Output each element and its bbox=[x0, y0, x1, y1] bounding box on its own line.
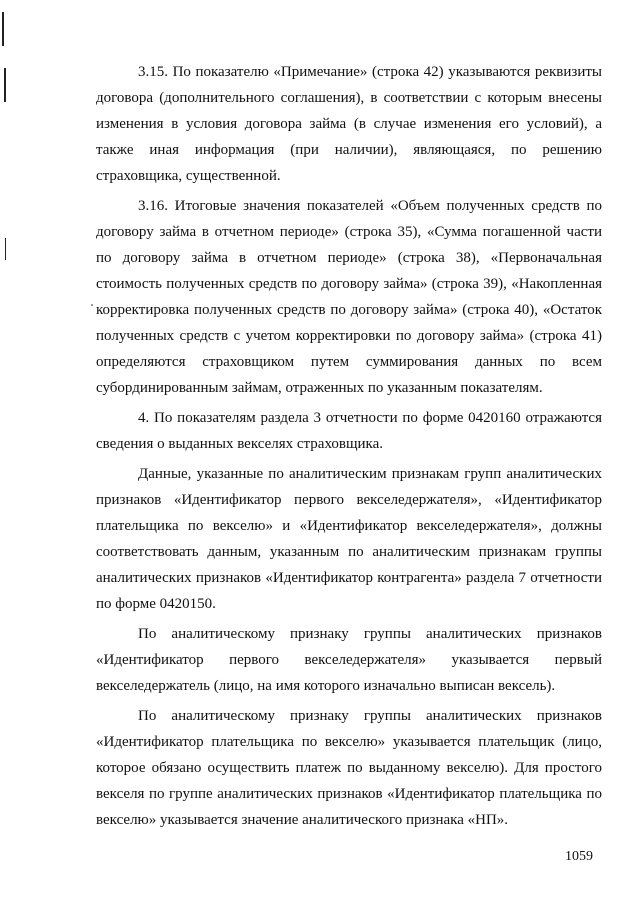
scan-dust-mark bbox=[91, 304, 93, 306]
body-text bbox=[96, 59, 602, 837]
paragraph-4: 4. По показателям раздела 3 отчетности по форме 0420160 отражаются сведения о выданных векселях страховщика. bbox=[96, 410, 602, 452]
scan-margin-mark bbox=[5, 238, 6, 260]
scan-margin-mark bbox=[4, 68, 6, 102]
paragraph-3-16: 3.16. Итоговые значения показателей «Объем полученных средств по договору займа в отчетном периоде» (строка 35), «Сумма погашенной части по договору займа в отчетном периоде» (строка 38), «Первоначальная стоимость полученных средств по договору займа» (строка 39), «Накопленная корректировка полученных средств по договору займа» (строка 40), «Остаток полученных средств с учетом корректировки по договору займа» (строка 41) определяются страховщиком путем суммирования данных по всем субординированным займам, отраженных по указанным показателям. bbox=[96, 198, 602, 396]
scan-margin-mark bbox=[2, 12, 4, 46]
paragraph-3-15: 3.15. По показателю «Примечание» (строка 42) указываются реквизиты договора (дополнительного соглашения), в соответствии с которым внесены изменения в условия договора займа (в случае изменения его условий), а также иная информация (при наличии), являющаяся, по решению страховщика, существенной. bbox=[96, 64, 602, 184]
page-number: 1059 bbox=[565, 849, 593, 864]
paragraph-first-holder: По аналитическому признаку группы аналитических признаков «Идентификатор первого векселедержателя» указывается первый векселедержатель (лицо, на имя которого изначально выписан вексель). bbox=[96, 626, 602, 694]
paragraph-identifiers: Данные, указанные по аналитическим признакам групп аналитических признаков «Идентификатор первого векселедержателя», «Идентификатор плательщика по векселю» и «Идентификатор векселедержателя», должны соответствовать данным, указанным по аналитическим признакам группы аналитических признаков «Идентификатор контрагента» раздела 7 отчетности по форме 0420150. bbox=[96, 466, 602, 612]
paragraph-payer: По аналитическому признаку группы аналитических признаков «Идентификатор плательщика по векселю» указывается плательщик (лицо, которое обязано осуществить платеж по выданному векселю). Для простого векселя по группе аналитических признаков «Идентификатор плательщика по векселю» указывается значение аналитического признака «НП». bbox=[96, 708, 602, 828]
